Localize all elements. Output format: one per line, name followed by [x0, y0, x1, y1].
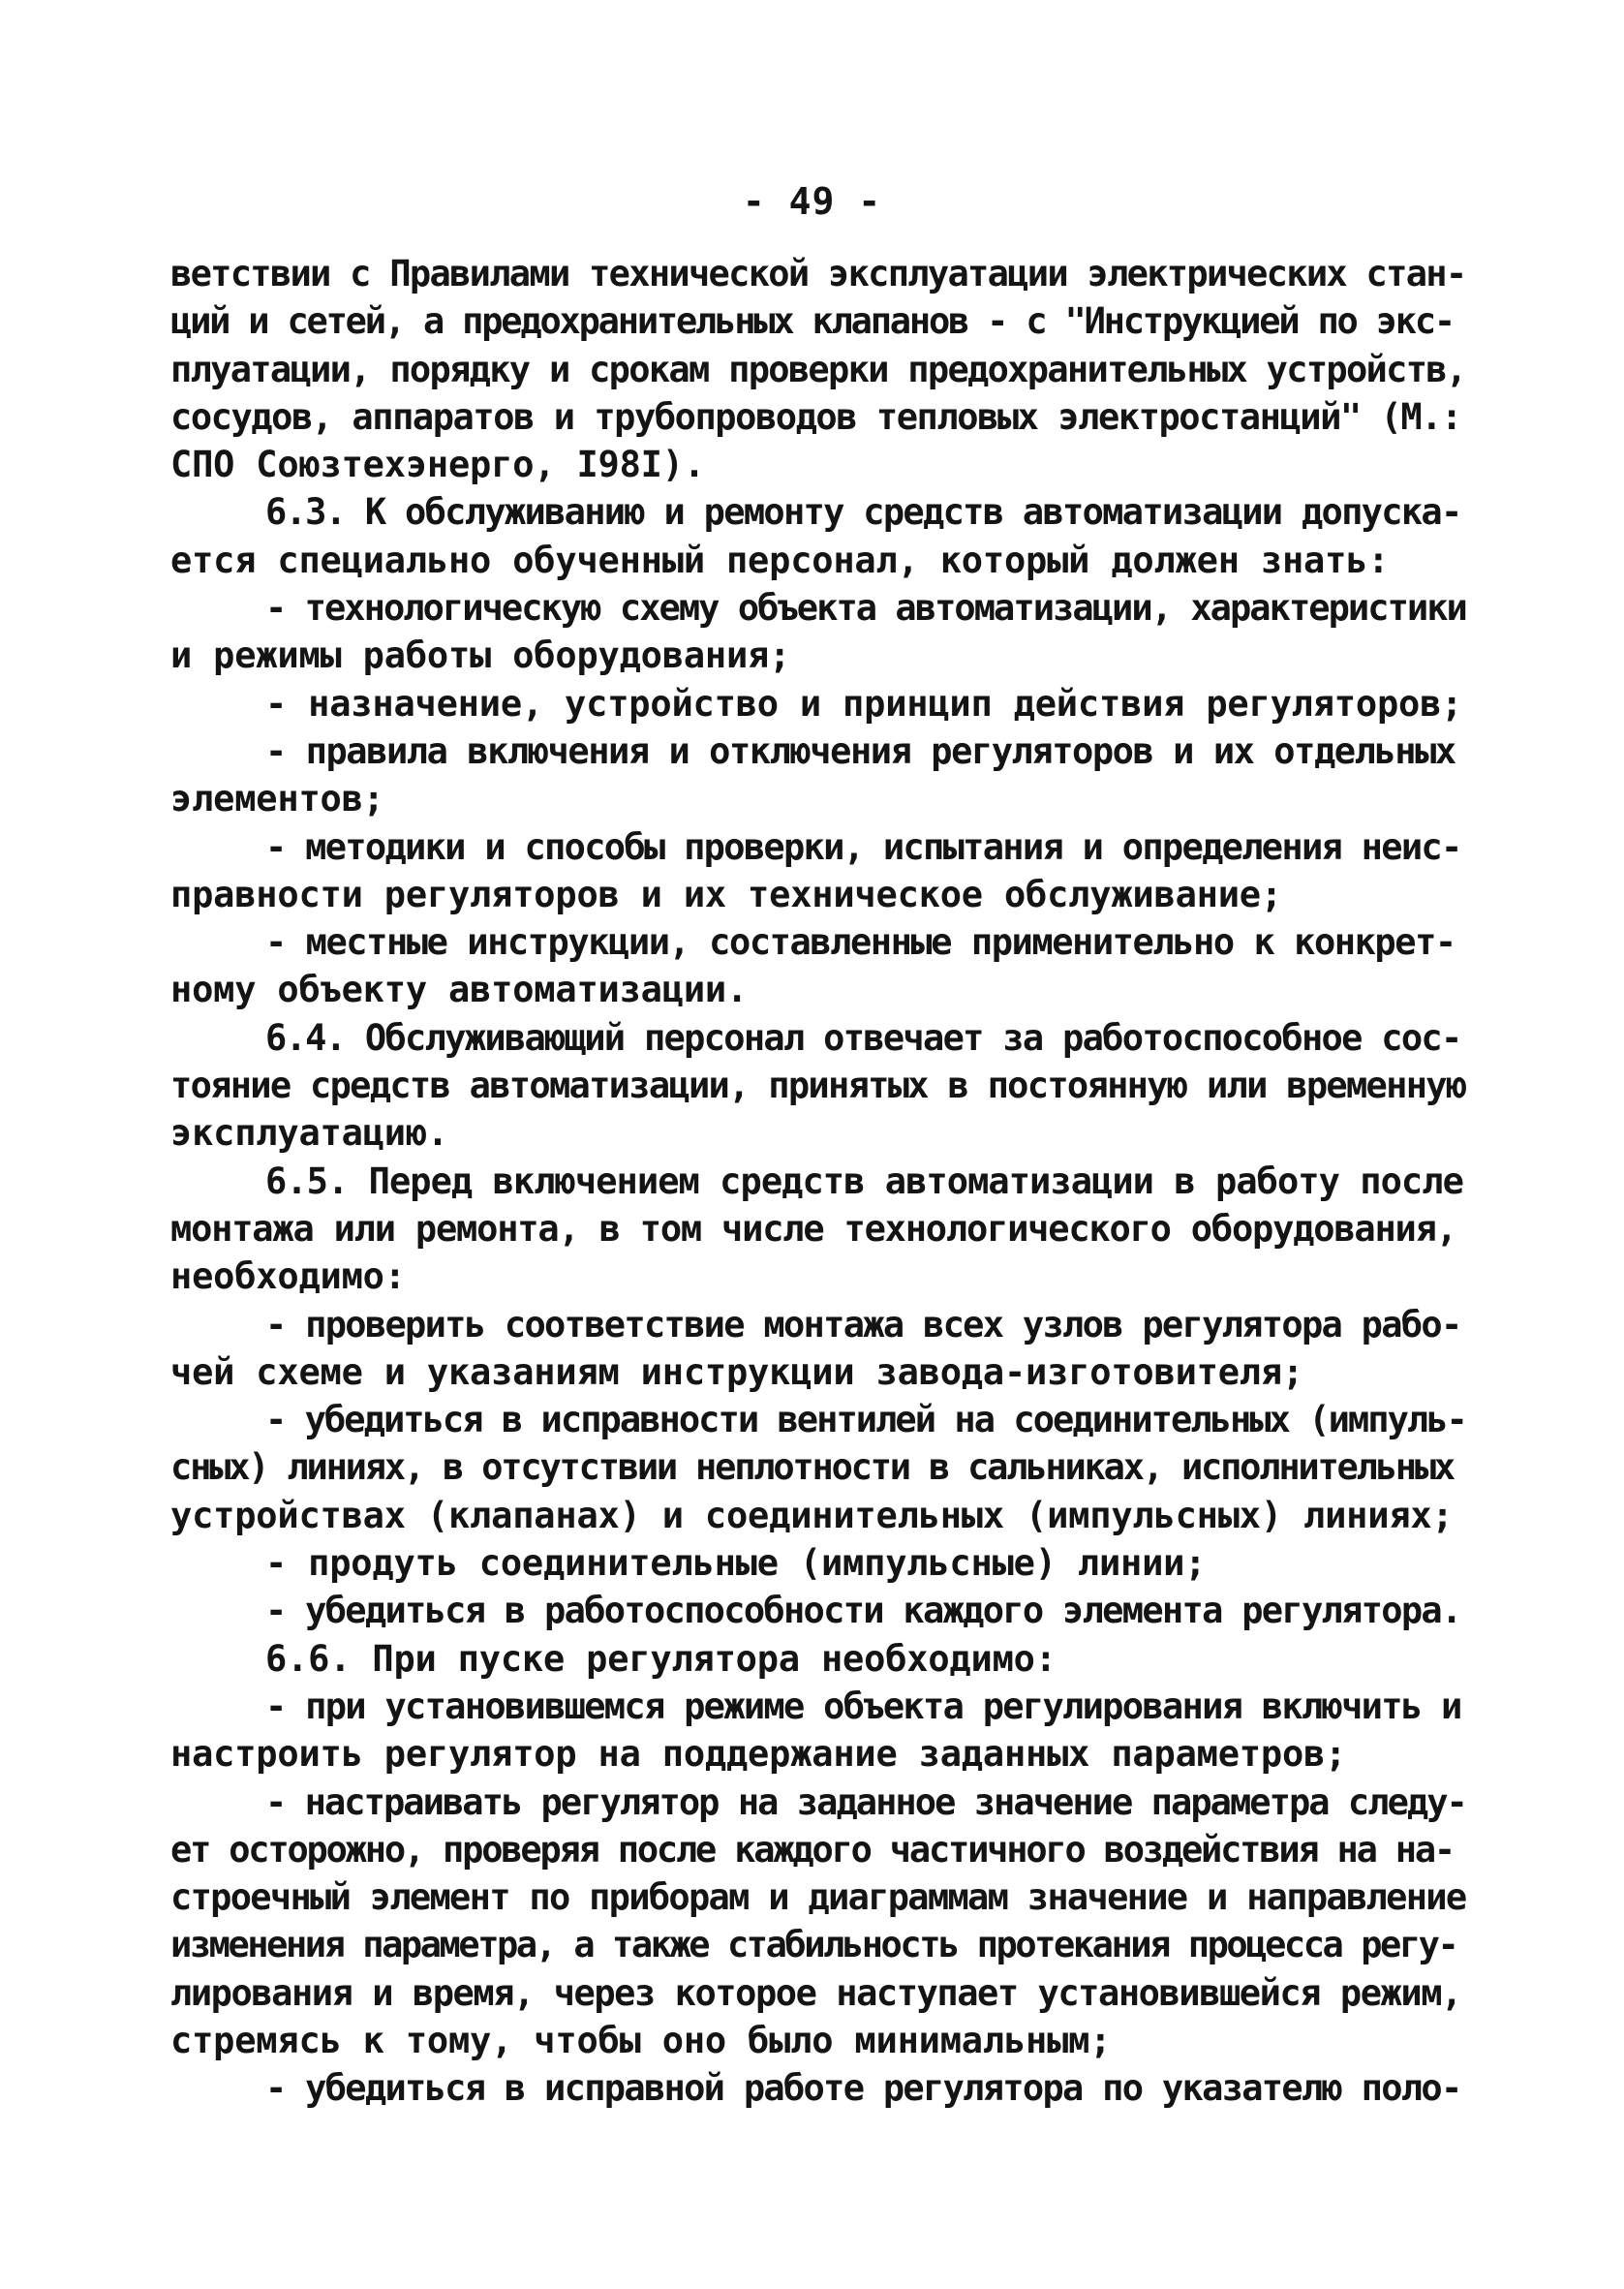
- text-line: стремясь к тому, чтобы оно было минимальным;: [170, 2019, 1112, 2061]
- text-line: строечный элемент по приборам и диаграммам значение и направление: [170, 1876, 1466, 1919]
- text-line: - настраивать регулятор на заданное значение параметра следу-: [265, 1780, 1466, 1823]
- text-line: и режимы работы оборудования;: [170, 634, 791, 677]
- text-line: ций и сетей, а предохранительных клапанов - с "Инструкцией по экс-: [170, 300, 1455, 343]
- text-line: необходимо:: [170, 1255, 406, 1298]
- text-line: ветствии с Правилами технической эксплуатации электрических стан-: [170, 253, 1466, 294]
- text-line: - при установившемся режиме объекта регулирования включить и: [265, 1685, 1461, 1727]
- text-line: - местные инструкции, составленные применительно к конкрет-: [265, 921, 1455, 964]
- text-line: устройствах (клапанах) и соединительных (импульсных) линиях;: [170, 1494, 1454, 1536]
- text-line: плуатации, порядку и срокам проверки предохранительных устройств,: [170, 348, 1466, 390]
- text-line: ному объекту автоматизации.: [170, 969, 749, 1011]
- text-line: 6.5. Перед включением средств автоматизации в работу после: [265, 1160, 1463, 1202]
- text-line: - назначение, устройство и принцип действия регуляторов;: [265, 682, 1463, 725]
- text-line: ется специально обученный персонал, который должен знать:: [170, 539, 1390, 581]
- text-line: - технологическую схему объекта автоматизации, характеристики: [265, 587, 1466, 630]
- text-line: - продуть соединительные (импульсные) линии;: [265, 1542, 1207, 1585]
- text-line: монтажа или ремонта, в том числе технологического оборудования,: [170, 1207, 1456, 1250]
- text-line: - проверить соответствие монтажа всех узлов регулятора рабо-: [265, 1303, 1461, 1346]
- text-line: СПО Союзтехэнерго, I98I).: [170, 444, 705, 486]
- text-line: элементов;: [170, 778, 384, 820]
- text-line: 6.4. Обслуживающий персонал отвечает за работоспособное сос-: [265, 1016, 1461, 1059]
- text-line: 6.6. При пуске регулятора необходимо:: [265, 1637, 1057, 1680]
- text-line: - убедиться в исправности вентилей на соединительных (импуль-: [265, 1399, 1466, 1441]
- text-line: настроить регулятор на поддержание заданных параметров;: [170, 1733, 1347, 1776]
- text-line: ет осторожно, проверяя после каждого частичного воздействия на на-: [170, 1828, 1455, 1871]
- page-number: - 49 -: [742, 180, 882, 223]
- text-line: - правила включения и отключения регуляторов и их отдельных: [265, 729, 1455, 772]
- text-line: 6.3. К обслуживанию и ремонту средств автоматизации допуска-: [265, 491, 1461, 534]
- text-line: изменения параметра, а также стабильность протекания процесса регу-: [170, 1924, 1457, 1966]
- text-line: эксплуатацию.: [170, 1112, 448, 1155]
- text-line: - убедиться в работоспособности каждого элемента регулятора.: [265, 1590, 1461, 1632]
- text-line: сосудов, аппаратов и трубопроводов тепловых электростанций" (М.:: [170, 395, 1461, 438]
- text-line: лирования и время, через которое наступает установившейся режим,: [170, 1971, 1461, 2014]
- text-line: сных) линиях, в отсутствии неплотности в сальниках, исполнительных: [170, 1446, 1455, 1489]
- text-line: - убедиться в исправной работе регулятора по указателю поло-: [265, 2067, 1461, 2110]
- text-line: правности регуляторов и их техническое обслуживание;: [170, 873, 1282, 915]
- text-line: тояние средств автоматизации, принятых в постоянную или временную: [170, 1065, 1466, 1107]
- text-line: - методики и способы проверки, испытания и определения неис-: [265, 825, 1461, 868]
- document-body: [170, 250, 1468, 2113]
- text-line: чей схеме и указаниям инструкции завода-изготовителя;: [170, 1350, 1304, 1393]
